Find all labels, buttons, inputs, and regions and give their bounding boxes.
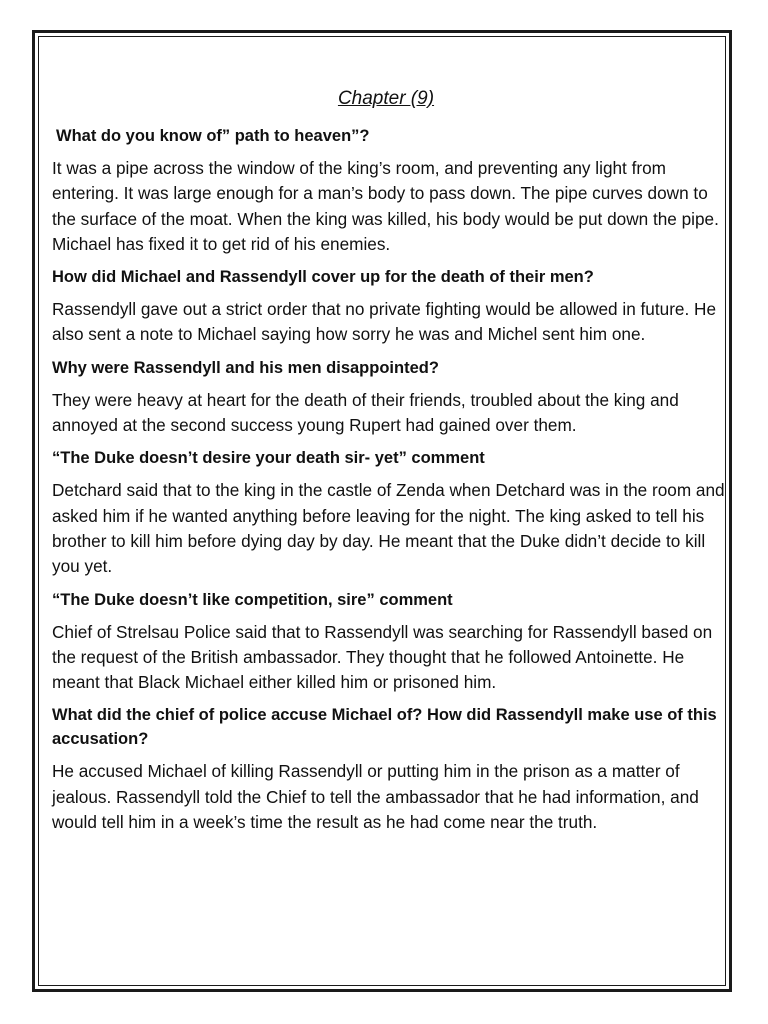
- answer-2: Rassendyll gave out a strict order that no private fighting would be allowed in future. He also sent a note to Michael saying how sorry he was and Michel sent him one.: [52, 299, 717, 345]
- question-1: What do you know of” path to heaven”?: [56, 127, 370, 145]
- answer-3: They were heavy at heart for the death of their friends, troubled about the king and annoyed at the second success young Rupert had gained over them.: [52, 389, 679, 436]
- answer-4: Detchard said that to the king in the castle of Zenda when Detchard was in the room and asked him if he wanted anything before leaving for the night. The king asked to tell his brother to kill him before dying day by day. He meant that the Duke didn’t decide to kill you yet.: [52, 480, 725, 577]
- answer-5: Chief of Strelsau Police said that to Rassendyll was searching for Rassendyll based on the request of the British ambassador. They thought that he followed Antoinette. He meant that Black Michael either killed him or prisoned him.: [52, 621, 713, 693]
- chapter-title: Chapter (9): [337, 88, 435, 109]
- question-2: How did Michael and Rassendyll cover up for the death of their men?: [52, 268, 594, 287]
- question-6: What did the chief of police accuse Michael of? How did Rassendyll make use of this accusation?: [52, 706, 717, 749]
- question-5: “The Duke doesn’t like competition, sire” comment: [52, 590, 453, 609]
- question-4: “The Duke doesn’t desire your death sir- yet” comment: [52, 449, 485, 468]
- document-body: [52, 88, 732, 843]
- answer-6: He accused Michael of killing Rassendyll or putting him in the prison as a matter of jealous. Rassendyll told the Chief to tell the ambassador that he had information, and would tell him in a week’s time the result as he had come near the truth.: [52, 761, 699, 833]
- answer-1: It was a pipe across the window of the king’s room, and preventing any light from entering. It was large enough for a man’s body to pass down. The pipe curves down to the surface of the moat. When the king was killed, his body would be put down the pipe. Michael has fixed it to get rid of his enemies.: [52, 158, 719, 254]
- question-3: Why were Rassendyll and his men disappointed?: [52, 358, 439, 377]
